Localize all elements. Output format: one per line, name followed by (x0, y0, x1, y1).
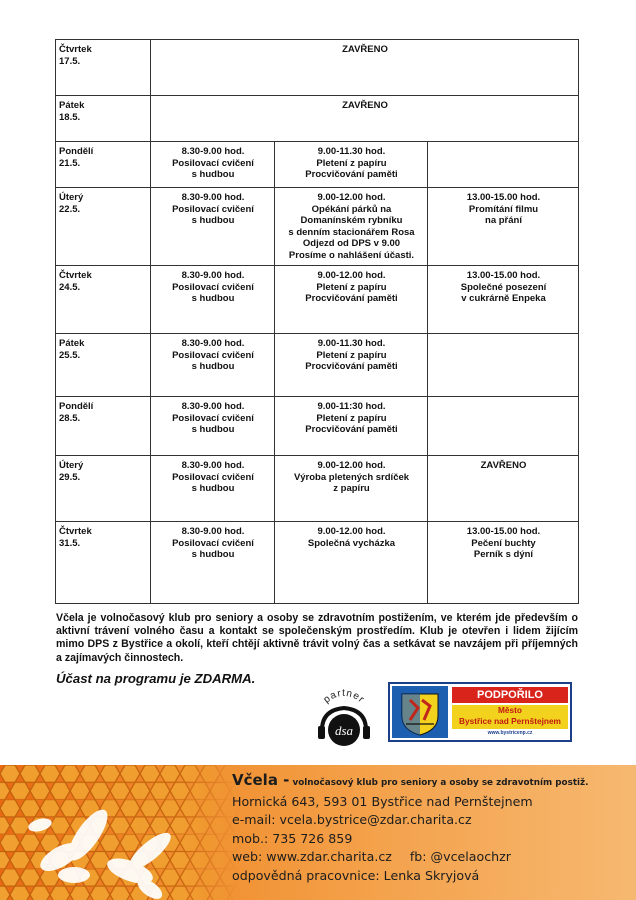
morning-activity-cell (151, 266, 275, 334)
day-cell-line: Pondělí (59, 401, 94, 412)
afternoon-activity-cell-line: 13.00-15.00 hod. (466, 192, 541, 203)
footer-title-line (232, 771, 589, 793)
midday-activity-cell (275, 142, 428, 188)
day-cell (56, 334, 151, 397)
day-cell (56, 188, 151, 266)
sponsor-web: www.bystricenp.cz (487, 730, 533, 736)
midday-activity-cell-line: Pletení z papíru (316, 157, 387, 169)
svg-text:partner (321, 688, 366, 706)
day-cell-line: 17.5. (59, 55, 81, 67)
day-cell-line: 31.5. (59, 537, 81, 549)
day-cell (56, 142, 151, 188)
schedule-row (56, 142, 579, 188)
footer-web[interactable]: web: www.zdar.charita.cz (232, 849, 392, 865)
schedule-row (56, 456, 579, 522)
midday-activity-cell-line: 9.00-12.00 hod. (317, 526, 386, 537)
midday-activity-cell-line: Výroba pletených srdíček (293, 471, 410, 483)
honeycomb-bees-illustration (0, 765, 240, 900)
afternoon-activity-cell (428, 142, 579, 188)
midday-activity-cell-line: z papíru (333, 483, 370, 495)
midday-activity-cell-line: 9.00-11:30 hod. (317, 401, 386, 412)
morning-activity-cell-line: Posilovací cvičení (172, 412, 254, 424)
midday-activity-cell-line: Procvičování paměti (305, 169, 398, 181)
afternoon-activity-cell (428, 522, 579, 604)
schedule-body (56, 40, 579, 604)
morning-activity-cell-line: s hudbou (191, 549, 235, 561)
day-cell-line: Pátek (59, 338, 85, 349)
day-cell (56, 522, 151, 604)
partner-arc-text: partner (321, 688, 367, 706)
midday-activity-cell-line: Pletení z papíru (316, 349, 387, 361)
schedule-row (56, 188, 579, 266)
midday-activity-cell (275, 334, 428, 397)
footer-responsible: odpovědná pracovnice: Lenka Skryjová (232, 867, 480, 883)
midday-activity-cell (275, 397, 428, 456)
midday-activity-cell-line: 9.00-11.30 hod. (317, 338, 386, 349)
morning-activity-cell-line: s hudbou (191, 361, 235, 373)
morning-activity-cell-line: 8.30-9.00 hod. (181, 526, 245, 537)
footer-phone: mob.: 735 726 859 (232, 830, 353, 846)
midday-activity-cell-line: 9.00-12.00 hod. (317, 192, 386, 203)
morning-activity-cell-line: 8.30-9.00 hod. (181, 338, 245, 349)
schedule-row (56, 397, 579, 456)
afternoon-closed-cell: ZAVŘENO (428, 456, 579, 522)
schedule-row (56, 522, 579, 604)
schedule-row (56, 40, 579, 96)
midday-activity-cell-line: Procvičování paměti (305, 424, 398, 436)
afternoon-activity-cell (428, 397, 579, 456)
morning-activity-cell-line: s hudbou (191, 424, 235, 436)
afternoon-activity-cell-line: Promítání filmu (468, 203, 539, 215)
org-name: Včela - (232, 771, 290, 789)
morning-activity-cell (151, 397, 275, 456)
morning-activity-cell (151, 522, 275, 604)
morning-activity-cell (151, 142, 275, 188)
sponsor-city-line-2: Bystřice nad Pernštejnem (459, 716, 561, 726)
day-cell-line: Pátek (59, 100, 85, 111)
day-cell-line: 22.5. (59, 203, 81, 215)
morning-activity-cell-line: 8.30-9.00 hod. (181, 192, 245, 203)
afternoon-activity-cell-line: Pečení buchty (471, 537, 536, 549)
morning-activity-cell-line: 8.30-9.00 hod. (181, 460, 245, 471)
afternoon-activity-cell (428, 266, 579, 334)
afternoon-activity-cell-line: Perník s dýní (473, 549, 534, 561)
afternoon-activity-cell-line: v cukrárně Enpeka (461, 293, 546, 305)
day-cell-line: Čtvrtek (59, 44, 92, 55)
footer-contacts (232, 771, 589, 886)
morning-activity-cell-line: Posilovací cvičení (172, 537, 254, 549)
schedule-row (56, 96, 579, 142)
day-cell-line: 25.5. (59, 349, 81, 361)
midday-activity-cell-line: Procvičování paměti (305, 293, 398, 305)
midday-activity-cell-line: Prosíme o nahlášení účasti. (288, 249, 415, 261)
midday-activity-cell-line: Pletení z papíru (316, 412, 387, 424)
sponsor-title: PODPOŘILO (452, 687, 568, 703)
partner-mark: dsa (334, 723, 354, 738)
midday-activity-cell-line: Pletení z papíru (316, 281, 387, 293)
midday-activity-cell-line: s denním stacionářem Rosa (288, 226, 415, 238)
midday-activity-cell (275, 266, 428, 334)
schedule-row (56, 266, 579, 334)
schedule-table (55, 39, 579, 604)
day-cell-line: 18.5. (59, 111, 81, 123)
footer-address: Hornická 643, 593 01 Bystřice nad Pernštejnem (232, 793, 533, 809)
day-cell-line: 21.5. (59, 157, 81, 169)
day-cell-line: Úterý (59, 460, 84, 471)
morning-activity-cell-line: s hudbou (191, 483, 235, 495)
midday-activity-cell (275, 456, 428, 522)
day-cell (56, 456, 151, 522)
afternoon-activity-cell-line: Společné posezení (460, 281, 547, 293)
midday-activity-cell-line: 9.00-12.00 hod. (317, 460, 386, 471)
afternoon-activity-cell-line: 13.00-15.00 hod. (466, 526, 541, 537)
day-cell (56, 40, 151, 96)
morning-activity-cell (151, 188, 275, 266)
morning-activity-cell-line: s hudbou (191, 215, 235, 227)
midday-activity-cell (275, 188, 428, 266)
day-cell-line: Čtvrtek (59, 270, 92, 281)
morning-activity-cell-line: s hudbou (191, 169, 235, 181)
footer-email[interactable]: e-mail: vcela.bystrice@zdar.charita.cz (232, 812, 472, 828)
day-cell-line: 28.5. (59, 412, 81, 424)
footer-web-line (232, 848, 589, 867)
morning-activity-cell (151, 334, 275, 397)
midday-activity-cell-line: Opékání párků na (311, 203, 392, 215)
afternoon-activity-cell (428, 334, 579, 397)
closed-cell: ZAVŘENO (151, 96, 579, 142)
day-cell-line: Pondělí (59, 146, 94, 157)
morning-activity-cell-line: Posilovací cvičení (172, 349, 254, 361)
day-cell (56, 266, 151, 334)
afternoon-activity-cell-line: na přání (485, 215, 522, 227)
morning-activity-cell-line: 8.30-9.00 hod. (181, 146, 245, 157)
midday-activity-cell (275, 522, 428, 604)
day-cell-line: 24.5. (59, 281, 81, 293)
footer-facebook[interactable]: fb: @vcelaochzr (409, 849, 511, 865)
sponsor-city (452, 705, 568, 729)
club-description: Včela je volnočasový klub pro seniory a osoby se zdravotním postižením, ve kterém jde především o aktivní trávení volného času a kontakt se společenským prostředím. Klub je otevřen i lidem žijícím mimo DPS z Bystřice a okolí, kteří chtějí aktivně trávit volný čas a setkávat se navzájem při příjemných a zajímavých činnostech. (56, 612, 578, 664)
org-description: volnočasový klub pro seniory a osoby se zdravotním postiž. (289, 778, 589, 788)
morning-activity-cell-line: Posilovací cvičení (172, 157, 254, 169)
sponsor-city-line-1: Město (498, 705, 522, 715)
partner-dsa-logo (310, 686, 378, 754)
footer-banner (0, 765, 636, 900)
midday-activity-cell-line: Společná vycházka (307, 537, 396, 549)
midday-activity-cell-line: 9.00-11.30 hod. (317, 146, 386, 157)
morning-activity-cell-line: s hudbou (191, 293, 235, 305)
morning-activity-cell-line: 8.30-9.00 hod. (181, 401, 245, 412)
afternoon-activity-cell-line: 13.00-15.00 hod. (466, 270, 541, 281)
morning-activity-cell-line: 8.30-9.00 hod. (181, 270, 245, 281)
day-cell-line: Úterý (59, 192, 84, 203)
midday-activity-cell-line: 9.00-12.00 hod. (317, 270, 386, 281)
schedule-row (56, 334, 579, 397)
morning-activity-cell-line: Posilovací cvičení (172, 471, 254, 483)
sponsor-badge (388, 682, 572, 742)
midday-activity-cell-line: Odjezd od DPS v 9.00 (302, 238, 401, 250)
morning-activity-cell-line: Posilovací cvičení (172, 281, 254, 293)
closed-cell: ZAVŘENO (151, 40, 579, 96)
day-cell-line: 29.5. (59, 471, 81, 483)
free-admission-note: Účast na programu je ZDARMA. (56, 671, 256, 686)
midday-activity-cell-line: Domanínském rybníku (300, 215, 403, 227)
day-cell-line: Čtvrtek (59, 526, 92, 537)
midday-activity-cell-line: Procvičování paměti (305, 361, 398, 373)
day-cell (56, 397, 151, 456)
day-cell (56, 96, 151, 142)
city-crest-icon (392, 686, 448, 738)
morning-activity-cell-line: Posilovací cvičení (172, 203, 254, 215)
morning-activity-cell (151, 456, 275, 522)
afternoon-activity-cell (428, 188, 579, 266)
